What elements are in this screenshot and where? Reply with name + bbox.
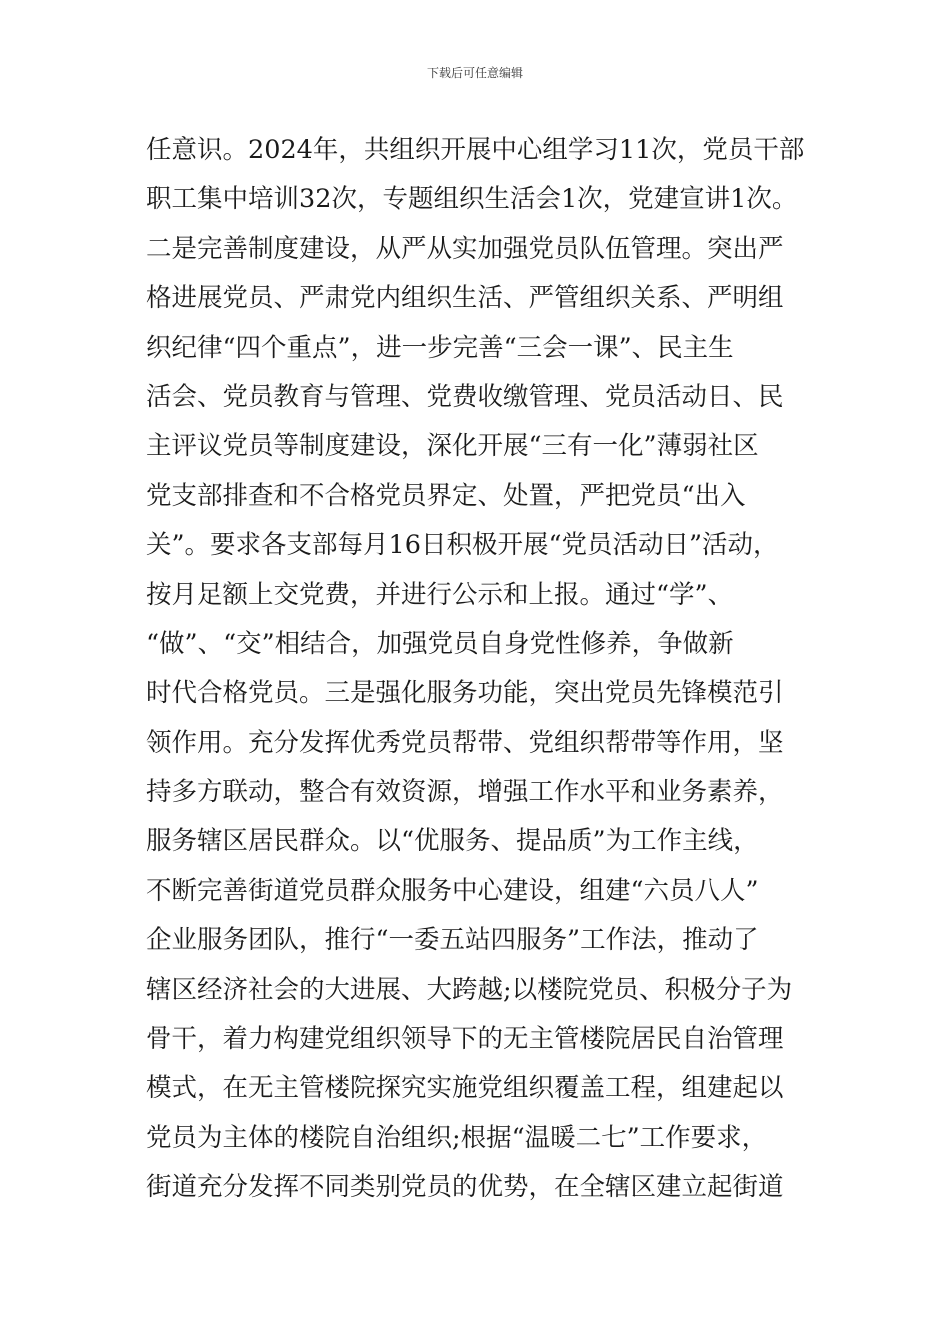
page-header: 下载后可任意编辑 bbox=[426, 66, 523, 80]
body-line: 企业服务团队，推行“一委五站四服务”工作法，推动了 bbox=[146, 925, 759, 956]
body-line: 活会、党员教育与管理、党费收缴管理、党员活动日、民 bbox=[146, 381, 784, 412]
body-line: 织纪律“四个重点”，进一步完善“三会一课”、民主生 bbox=[146, 332, 734, 363]
body-line: “做”、“交”相结合，加强党员自身党性修养，争做新 bbox=[146, 628, 734, 659]
body-line: 时代合格党员。三是强化服务功能，突出党员先锋模范引 bbox=[146, 678, 784, 709]
body-line: 辖区经济社会的大进展、大跨越;以楼院党员、积极分子为 bbox=[146, 974, 793, 1005]
body-line: 按月足额上交党费，并进行公示和上报。通过“学”、 bbox=[146, 579, 734, 610]
body-line: 服务辖区居民群众。以“优服务、提品质”为工作主线， bbox=[146, 826, 759, 857]
body-line: 二是完善制度建设，从严从实加强党员队伍管理。突出严 bbox=[146, 233, 784, 264]
body-line: 持多方联动，整合有效资源，增强工作水平和业务素养， bbox=[146, 777, 784, 808]
body-line: 主评议党员等制度建设，深化开展“三有一化”薄弱社区 bbox=[146, 431, 759, 462]
body-line: 骨干，着力构建党组织领导下的无主管楼院居民自治管理 bbox=[146, 1024, 784, 1055]
body-line: 任意识。2024年，共组织开展中心组学习11次，党员干部 bbox=[146, 135, 805, 165]
body-line: 格进展党员、严肃党内组织生活、严管组织关系、严明组 bbox=[146, 283, 784, 314]
body-line: 模式，在无主管楼院探究实施党组织覆盖工程，组建起以 bbox=[146, 1073, 784, 1104]
body-line: 党支部排查和不合格党员界定、处置，严把党员“出入 bbox=[146, 480, 746, 511]
document-body bbox=[146, 126, 826, 1213]
body-line: 关”。要求各支部每月16日积极开展“党员活动日”活动， bbox=[146, 530, 779, 561]
body-line: 领作用。充分发挥优秀党员帮带、党组织帮带等作用，坚 bbox=[146, 727, 784, 758]
body-line: 街道充分发挥不同类别党员的优势，在全辖区建立起街道 bbox=[146, 1172, 784, 1203]
body-line: 不断完善街道党员群众服务中心建设，组建“六员八人” bbox=[146, 875, 759, 906]
body-line: 职工集中培训32次，专题组织生活会1次，党建宣讲1次。 bbox=[146, 184, 798, 215]
body-line: 党员为主体的楼院自治组织;根据“温暖二七”工作要求， bbox=[146, 1122, 768, 1153]
